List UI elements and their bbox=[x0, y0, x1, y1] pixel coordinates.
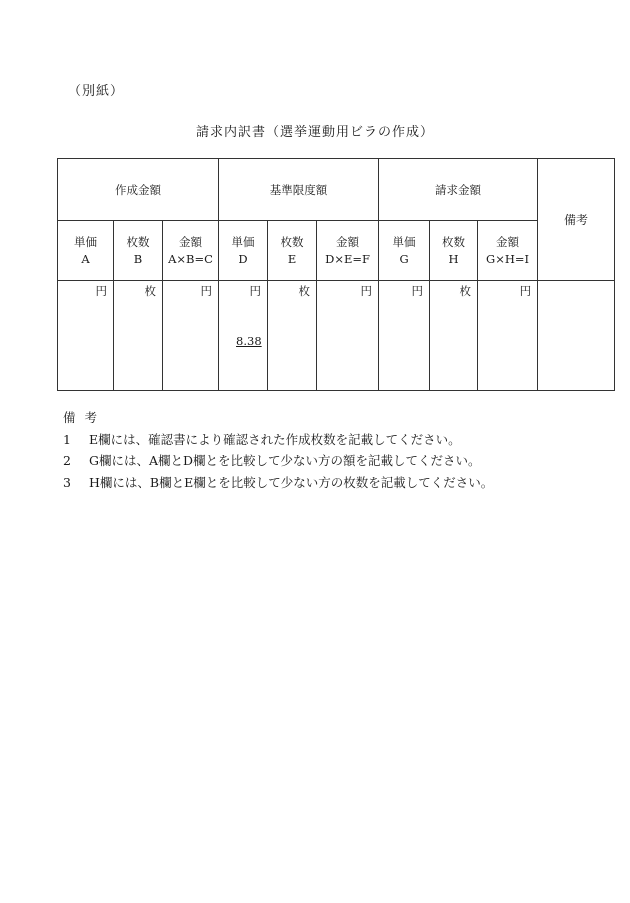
note-number: 1 bbox=[63, 431, 71, 447]
data-cell bbox=[219, 281, 268, 391]
column-header bbox=[379, 221, 430, 281]
column-code: E bbox=[287, 251, 297, 266]
unit-label: 枚 bbox=[298, 284, 311, 298]
group-header-standard-limit: 基準限度額 bbox=[219, 159, 379, 221]
note-item bbox=[63, 429, 493, 451]
column-code: H bbox=[448, 251, 459, 266]
unit-label: 枚 bbox=[459, 284, 472, 298]
unit-price-d-value: 8.38 bbox=[236, 334, 262, 348]
note-text: G欄には、A欄とD欄とを比較して少ない方の額を記載してください。 bbox=[89, 453, 481, 468]
unit-label: 枚 bbox=[144, 284, 156, 298]
column-label: 金額 bbox=[336, 234, 360, 249]
data-cell bbox=[58, 281, 114, 391]
note-number: 2 bbox=[63, 453, 71, 468]
data-cell bbox=[430, 281, 478, 391]
note-number: 3 bbox=[63, 474, 71, 490]
note-text: H欄には、B欄とE欄とを比較して少ない方の枚数を記載してください。 bbox=[89, 474, 494, 490]
column-label: 単価 bbox=[74, 234, 97, 249]
group-header-row bbox=[58, 159, 615, 221]
column-label: 単価 bbox=[392, 234, 416, 249]
column-header bbox=[58, 221, 114, 281]
column-label: 枚数 bbox=[126, 234, 150, 249]
column-header bbox=[430, 221, 478, 281]
note-item bbox=[63, 450, 493, 472]
unit-label: 円 bbox=[95, 284, 107, 298]
data-cell bbox=[478, 281, 538, 391]
column-code: A bbox=[81, 251, 90, 266]
data-cell bbox=[268, 281, 317, 391]
unit-label: 円 bbox=[411, 284, 424, 298]
remarks-header: 備考 bbox=[538, 159, 615, 281]
group-header-creation-amount: 作成金額 bbox=[58, 159, 219, 221]
column-header bbox=[268, 221, 317, 281]
note-item bbox=[63, 472, 493, 494]
column-code: D bbox=[238, 251, 248, 266]
data-row bbox=[58, 281, 615, 391]
data-cell bbox=[379, 281, 430, 391]
column-code: G bbox=[399, 251, 409, 266]
column-header-row bbox=[58, 221, 615, 281]
column-label: 単価 bbox=[231, 234, 255, 249]
column-label: 枚数 bbox=[280, 234, 304, 249]
unit-label: 円 bbox=[249, 284, 262, 298]
unit-label: 円 bbox=[360, 284, 373, 298]
notes-heading: 備考 bbox=[63, 410, 107, 425]
column-header bbox=[219, 221, 268, 281]
unit-label: 円 bbox=[200, 284, 213, 298]
column-code: A×B=C bbox=[168, 251, 213, 266]
column-label: 金額 bbox=[179, 234, 203, 249]
notes-section bbox=[63, 407, 493, 493]
column-label: 枚数 bbox=[442, 234, 466, 249]
column-code: G×H=I bbox=[486, 251, 530, 266]
remarks-data-cell bbox=[538, 281, 615, 391]
unit-label: 円 bbox=[519, 284, 532, 298]
column-code: B bbox=[133, 251, 143, 266]
note-text: E欄には、確認書により確認された作成枚数を記載してください。 bbox=[89, 431, 461, 447]
column-code: D×E=F bbox=[325, 251, 370, 266]
billing-breakdown-table bbox=[57, 158, 615, 391]
group-header-billing-amount: 請求金額 bbox=[379, 159, 538, 221]
column-header bbox=[317, 221, 379, 281]
data-cell bbox=[114, 281, 163, 391]
column-header bbox=[163, 221, 219, 281]
column-label: 金額 bbox=[496, 234, 520, 249]
column-header bbox=[114, 221, 163, 281]
column-header bbox=[478, 221, 538, 281]
document-title: 請求内訳書（選挙運動用ビラの作成） bbox=[195, 125, 434, 140]
data-cell bbox=[163, 281, 219, 391]
data-cell bbox=[317, 281, 379, 391]
page-label: （別紙） bbox=[68, 84, 125, 99]
